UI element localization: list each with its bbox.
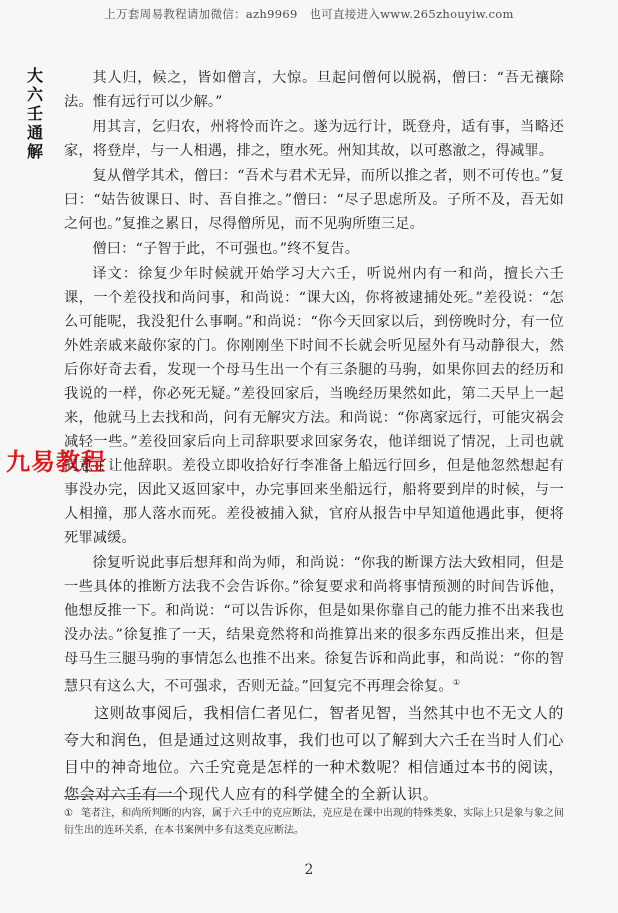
book-title-char: 大 xyxy=(26,66,43,85)
book-title-char: 解 xyxy=(26,142,43,161)
page-number: 2 xyxy=(304,862,314,878)
paragraph: 译文：徐复少年时候就开始学习大六壬，听说州内有一和尚，擅长六壬课，一个差役找和尚问事，和尚说：“课大凶，你将被逮捕处死。”差役说：“怎么可能呢，我没犯什么事啊。”和尚说：“你今天回家以后，到傍晚时分，有一位外姓亲戚来敲你家的门。你刚刚坐下时间不长就会听见屋外有马动静很大，然后你好奇去看，发现一个母马生出一个有三条腿的马驹，如果你回去的经历和我说的一样，你必死无疑。”差役回家后，当晚经历果然如此，第二天早上一起来，他就马上去找和尚，问有无解灾方法。和尚说：“你离家远行，可能灾祸会减轻一些。”差役回家后向上司辞职要求回家务农，他详细说了情况，上司也就同意了让他辞职。差役立即收拾好行李准备上船远行回乡，但是他忽然想起有事没办完，因此又返回家中，办完事回来坐船远行，船将要到岸的时候，与一人相撞，那人落水而死。差役被捕入狱，官府从报告中早知道他遇此事，便将死罪减缓。 xyxy=(64,266,564,546)
closing-paragraph: 这则故事阅后，我相信仁者见仁，智者见智，当然其中也不无文人的夸大和润色，但是通过这则故事，我们也可以了解到大六壬在当时人们心目中的神奇地位。六壬究竟是怎样的一种术数呢？相信通过本书的阅读，您会对六壬有一个现代人应有的科学健全的全新认识。 xyxy=(64,703,564,803)
footnote-divider xyxy=(64,796,182,797)
book-title-char: 壬 xyxy=(26,104,43,123)
body-text xyxy=(64,66,564,808)
footnote xyxy=(64,805,564,839)
paragraph-with-note xyxy=(64,551,564,699)
paragraph: 复从僧学其术，僧曰：“吾术与君术无异，而所以推之者，则不可传也。”复曰：“姑告彼课日、时、吾自推之。”僧曰：“尽子思虑所及。子所不及，吾无如之何也。”复推之累日，尽得僧所见，而不见驹所堕三足。 xyxy=(64,168,564,232)
footnote-reference: ① xyxy=(452,678,461,687)
top-banner: 上万套周易教程请加微信：azh9969 也可直接进入www.265zhouyiw.com xyxy=(104,7,514,21)
watermark-label: 九易教程 xyxy=(6,448,106,476)
paragraph: 僧曰：“子智于此，不可强也。”终不复告。 xyxy=(92,241,360,257)
book-title-char: 六 xyxy=(26,85,43,104)
footnote-text: 笔者注，和尚所判断的内容，属于六壬中的克应断法，克应是在课中出现的特殊类象，实际上只是象与象之间衍生出的连环关系，在本书案例中多有这类克应断法。 xyxy=(64,808,564,836)
paragraph-text: 徐复听说此事后想拜和尚为师，和尚说：“你我的断课方法大致相同，但是一些具体的推断方法我不会告诉你。”徐复要求和尚将事情预测的时间告诉他，他想反推一下。和尚说：“可以告诉你，但是如果你靠自己的能力推不出来我也没办法。”徐复推了一天，结果竟然将和尚推算出来的很多东西反推出来，但是母马生三腿马驹的事情怎么也推不出来。徐复告诉和尚此事，和尚说：“你的智慧只有这么大，不可强求，否则无益。”回复完不再理会徐复。 xyxy=(64,555,564,695)
paragraph: 其人归，候之，皆如僧言，大惊。旦起问僧何以脱祸，僧曰：“吾无禳除法。惟有远行可以少解。” xyxy=(64,70,564,110)
paragraph: 用其言，乞归农，州将怜而许之。遂为远行计，既登舟，适有事，当略还家，将登岸，与一人相遇，排之，堕水死。州知其故，以可憨澈之，得减罪。 xyxy=(64,119,564,159)
footnote-marker: ① xyxy=(64,808,74,819)
book-title-vertical xyxy=(24,66,46,161)
book-title-char: 通 xyxy=(26,123,43,142)
